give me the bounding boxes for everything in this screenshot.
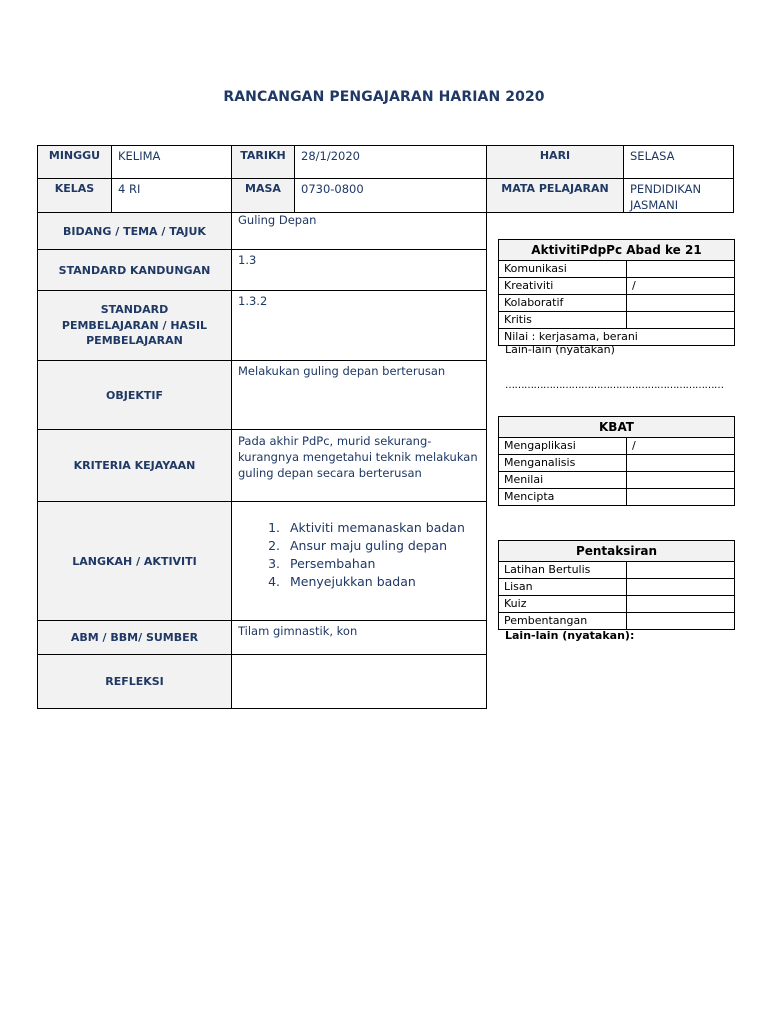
pentaksiran-item-label: Pembentangan bbox=[499, 613, 627, 630]
page-title: RANCANGAN PENGAJARAN HARIAN 2020 bbox=[223, 89, 545, 105]
pentaksiran-item-mark bbox=[627, 596, 735, 613]
standard-kandungan-value: 1.3 bbox=[231, 249, 487, 291]
aktiviti-item-label: Kreativiti bbox=[499, 278, 627, 295]
refleksi-label: REFLEKSI bbox=[37, 654, 232, 709]
masa-label: MASA bbox=[231, 178, 295, 213]
standard-kandungan-label: STANDARD KANDUNGAN bbox=[37, 249, 232, 291]
minggu-value: KELIMA bbox=[111, 145, 232, 179]
pentaksiran-lain-lain: Lain-lain (nyatakan): bbox=[505, 629, 635, 642]
kbat-item-mark bbox=[627, 472, 735, 489]
aktiviti-item-mark bbox=[627, 261, 735, 278]
kelas-label: KELAS bbox=[37, 178, 112, 213]
table-row bbox=[499, 295, 735, 312]
pentaksiran-title: Pentaksiran bbox=[499, 541, 735, 562]
aktiviti-item-label: Kritis bbox=[499, 312, 627, 329]
table-row bbox=[499, 579, 735, 596]
kbat-item-label: Menganalisis bbox=[499, 455, 627, 472]
kbat-item-mark bbox=[627, 455, 735, 472]
bidang-value: Guling Depan bbox=[231, 212, 487, 250]
tarikh-label: TARIKH bbox=[231, 145, 295, 179]
langkah-value bbox=[231, 501, 487, 621]
kbat-item-mark: / bbox=[627, 438, 735, 455]
table-row bbox=[499, 312, 735, 329]
pentaksiran-item-mark bbox=[627, 579, 735, 596]
kriteria-label: KRITERIA KEJAYAAN bbox=[37, 429, 232, 502]
mata-pelajaran-label: MATA PELAJARAN bbox=[486, 178, 624, 213]
kbat-item-mark bbox=[627, 489, 735, 506]
standard-pembelajaran-label: STANDARD PEMBELAJARAN / HASIL PEMBELAJARAN bbox=[37, 290, 232, 361]
tarikh-value: 28/1/2020 bbox=[294, 145, 487, 179]
aktiviti-title: AktivitiPdpPc Abad ke 21 bbox=[499, 240, 735, 261]
aktiviti-item-mark bbox=[627, 312, 735, 329]
pentaksiran-item-mark bbox=[627, 613, 735, 630]
pentaksiran-item-label: Lisan bbox=[499, 579, 627, 596]
aktiviti-lain-lain: Lain-lain (nyatakan) bbox=[505, 343, 615, 356]
kbat-item-label: Menilai bbox=[499, 472, 627, 489]
abm-label: ABM / BBM/ SUMBER bbox=[37, 620, 232, 655]
aktiviti-item-label: Komunikasi bbox=[499, 261, 627, 278]
kbat-title: KBAT bbox=[499, 417, 735, 438]
objektif-label: OBJEKTIF bbox=[37, 360, 232, 430]
pentaksiran-item-label: Latihan Bertulis bbox=[499, 562, 627, 579]
table-row bbox=[499, 596, 735, 613]
kbat-item-label: Mencipta bbox=[499, 489, 627, 506]
table-row bbox=[499, 261, 735, 278]
table-row bbox=[499, 438, 735, 455]
aktiviti-item-label: Kolaboratif bbox=[499, 295, 627, 312]
abm-value: Tilam gimnastik, kon bbox=[231, 620, 487, 655]
pentaksiran-item-mark bbox=[627, 562, 735, 579]
langkah-step: 3. Persembahan bbox=[284, 555, 486, 573]
table-row bbox=[499, 489, 735, 506]
hari-label: HARI bbox=[486, 145, 624, 179]
minggu-label: MINGGU bbox=[37, 145, 112, 179]
aktiviti-item-mark bbox=[627, 295, 735, 312]
kbat-item-label: Mengaplikasi bbox=[499, 438, 627, 455]
table-row bbox=[499, 613, 735, 630]
objektif-value: Melakukan guling depan berterusan bbox=[231, 360, 487, 430]
aktiviti-dots: …………………………………………………………… bbox=[505, 380, 724, 391]
standard-pembelajaran-value: 1.3.2 bbox=[231, 290, 487, 361]
langkah-step: 1. Aktiviti memanaskan badan bbox=[284, 519, 486, 537]
table-row bbox=[499, 562, 735, 579]
langkah-label: LANGKAH / AKTIVITI bbox=[37, 501, 232, 621]
aktiviti-nilai: Nilai : kerjasama, berani bbox=[499, 329, 735, 346]
table-row bbox=[499, 472, 735, 489]
hari-value: SELASA bbox=[623, 145, 734, 179]
aktiviti-item-mark: / bbox=[627, 278, 735, 295]
langkah-step: 4. Menyejukkan badan bbox=[284, 573, 486, 591]
bidang-label: BIDANG / TEMA / TAJUK bbox=[37, 212, 232, 250]
aktiviti-table bbox=[498, 239, 735, 346]
langkah-step: 2. Ansur maju guling depan bbox=[284, 537, 486, 555]
table-row bbox=[499, 455, 735, 472]
kelas-value: 4 RI bbox=[111, 178, 232, 213]
refleksi-value bbox=[231, 654, 487, 709]
kriteria-value: Pada akhir PdPc, murid sekurang-kurangnya mengetahui teknik melakukan guling depan secara berterusan bbox=[231, 429, 487, 502]
masa-value: 0730-0800 bbox=[294, 178, 487, 213]
table-row bbox=[499, 278, 735, 295]
mata-pelajaran-value: PENDIDIKAN JASMANI bbox=[623, 178, 734, 213]
pentaksiran-item-label: Kuiz bbox=[499, 596, 627, 613]
pentaksiran-table bbox=[498, 540, 735, 630]
kbat-table bbox=[498, 416, 735, 506]
langkah-steps-list bbox=[232, 519, 486, 591]
